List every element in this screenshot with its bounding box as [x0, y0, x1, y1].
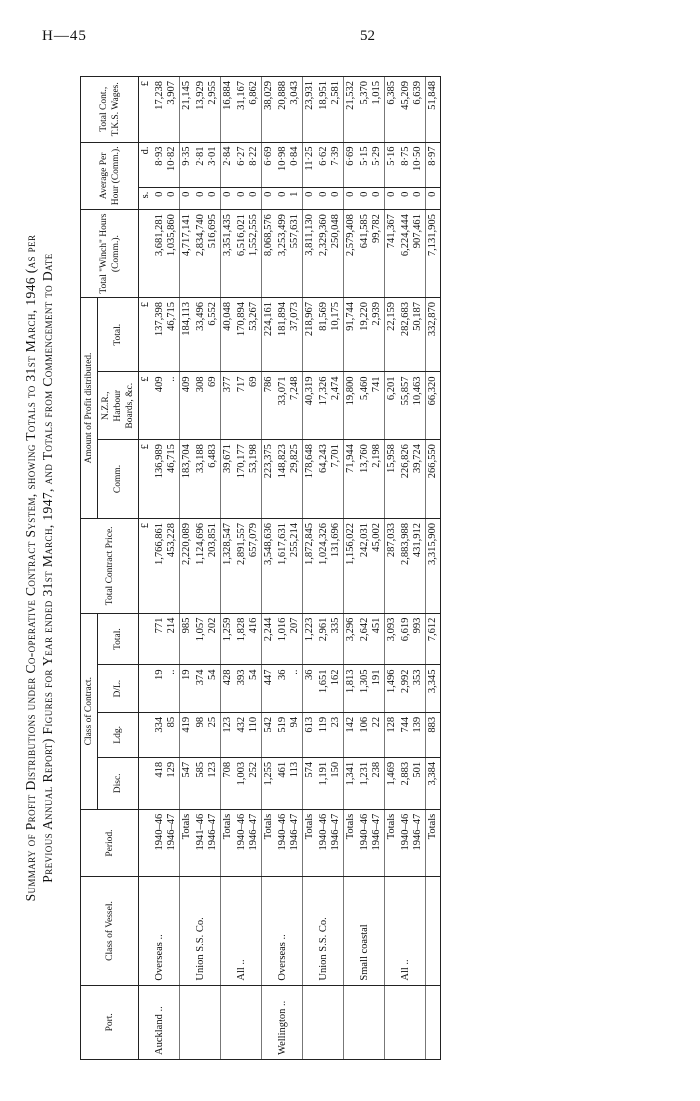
cell-ldg: 123 — [221, 712, 236, 757]
cell-cont: 38,029 — [262, 77, 277, 143]
cell-dl: 447 — [262, 665, 277, 712]
cell-nzr: 17,326 2,474 — [317, 372, 344, 440]
cell-ldg: 106 22 — [358, 712, 385, 757]
cell-nzr: 6,201 — [385, 372, 400, 440]
cell-disc: 1,231 238 — [358, 757, 385, 809]
table-title — [22, 68, 56, 1068]
cell-ldg: 419 — [180, 712, 195, 757]
cell-price: 242,031 45,002 — [358, 518, 385, 613]
cell-disc: 2,883 501 — [399, 757, 426, 809]
unit-pound: £ — [139, 518, 154, 613]
cell-nzr: 786 — [262, 372, 277, 440]
vessel-cell: Small coastal — [358, 877, 385, 985]
cell-comm: 39,671 — [221, 440, 236, 519]
header-profit-total: Total. — [98, 298, 139, 372]
port-cell: Auckland .. — [153, 985, 180, 1059]
header-class-of-contract: Class of Contract. — [81, 613, 98, 809]
cell-total: 2,244 — [262, 613, 277, 665]
cell-dl: 1,651 162 — [317, 665, 344, 712]
period-cell: 1940–46 1946–47 — [235, 809, 262, 877]
vessel-cell — [426, 877, 441, 985]
cell-winch: 2,329,360 250,048 — [317, 210, 344, 298]
cell-s: 0 0 — [235, 187, 262, 210]
vessel-cell — [221, 877, 236, 985]
header-nzr: N.Z.R., Harbour Boards, &c. — [98, 372, 139, 440]
header-dl: D/L. — [98, 665, 139, 712]
totals-row — [221, 77, 236, 1060]
cell-d: 8·75 10·50 — [399, 142, 426, 187]
unit-pound: £ — [139, 372, 154, 440]
cell-cont: 51,848 — [426, 77, 441, 143]
vessel-cell: All .. — [399, 877, 426, 985]
cell-total: 3,093 — [385, 613, 400, 665]
cell-s: 0 1 — [276, 187, 303, 210]
vessel-cell: All .. — [235, 877, 262, 985]
cell-price: 2,883,988 431,912 — [399, 518, 426, 613]
cell-comm: 71,944 — [344, 440, 359, 519]
cell-s: 0 0 — [399, 187, 426, 210]
period-cell: 1941–46 1946–47 — [194, 809, 221, 877]
totals-row — [180, 77, 195, 1060]
cell-disc: 1,341 — [344, 757, 359, 809]
port-cell — [180, 985, 195, 1059]
cell-d: 6·69 — [344, 142, 359, 187]
cell-ldg: 98 25 — [194, 712, 221, 757]
cell-nzr: 66,320 — [426, 372, 441, 440]
period-cell: 1940–46 1946–47 — [358, 809, 385, 877]
cell-total: 3,296 — [344, 613, 359, 665]
cell-price: 1,328,547 — [221, 518, 236, 613]
cell-ldg: 119 23 — [317, 712, 344, 757]
cell-disc: 461 113 — [276, 757, 303, 809]
cell-nzr: 5,460 741 — [358, 372, 385, 440]
table-row — [399, 77, 426, 1060]
cell-comm: 64,243 7,701 — [317, 440, 344, 519]
cell-comm: 13,760 2,198 — [358, 440, 385, 519]
cell-d: 6·62 7·39 — [317, 142, 344, 187]
totals-row — [344, 77, 359, 1060]
cell-winch: 7,131,905 — [426, 210, 441, 298]
cell-winch: 3,681,281 1,035,860 — [153, 210, 180, 298]
cell-winch: 3,253,499 557,631 — [276, 210, 303, 298]
totals-row — [426, 77, 441, 1060]
cell-disc: 418 129 — [153, 757, 180, 809]
cell-winch: 3,811,130 — [303, 210, 318, 298]
cell-d: 5·16 — [385, 142, 400, 187]
cell-d: 8·93 10·82 — [153, 142, 180, 187]
cell-price: 1,766,861 453,228 — [153, 518, 180, 613]
cell-winch: 2,834,740 516,695 — [194, 210, 221, 298]
page-number: 52 — [360, 28, 375, 44]
cell-disc: 1,255 — [262, 757, 277, 809]
cell-ptotal: 19,220 2,939 — [358, 298, 385, 372]
header-average-per-hour: Average Per Hour (Comm.). — [81, 142, 139, 210]
cell-dl: 393 54 — [235, 665, 262, 712]
cell-ldg: 128 — [385, 712, 400, 757]
cell-nzr: 308 69 — [194, 372, 221, 440]
cell-dl: 374 54 — [194, 665, 221, 712]
totals-row — [262, 77, 277, 1060]
cell-winch: 4,717,141 — [180, 210, 195, 298]
cell-comm: 226,826 39,724 — [399, 440, 426, 519]
vessel-cell: Union S.S. Co. — [194, 877, 221, 985]
cell-d: 2·84 — [221, 142, 236, 187]
totals-row — [303, 77, 318, 1060]
cell-cont: 23,931 — [303, 77, 318, 143]
cell-cont: 18,951 2,581 — [317, 77, 344, 143]
cell-dl: 2,992 353 — [399, 665, 426, 712]
unit-pound: £ — [139, 298, 154, 372]
cell-dl: 1,305 191 — [358, 665, 385, 712]
vessel-cell — [180, 877, 195, 985]
cell-nzr: 33,071 7,248 — [276, 372, 303, 440]
cell-disc: 1,469 — [385, 757, 400, 809]
cell-nzr: 55,857 10,463 — [399, 372, 426, 440]
cell-comm: 15,958 — [385, 440, 400, 519]
cell-cont: 45,209 6,639 — [399, 77, 426, 143]
cell-ptotal: 224,161 — [262, 298, 277, 372]
rotated-table-page — [22, 68, 677, 1068]
totals-label: Totals — [221, 809, 236, 877]
cell-cont: 31,167 6,862 — [235, 77, 262, 143]
cell-disc: 547 — [180, 757, 195, 809]
title-line-2: Previous Annual Report) Figures for Year ended 31st March, 1947, and Totals from Commencement to Date — [40, 253, 55, 883]
header-ldg: Ldg. — [98, 712, 139, 757]
cell-winch: 8,068,576 — [262, 210, 277, 298]
cell-cont: 20,888 3,043 — [276, 77, 303, 143]
table-row — [194, 77, 221, 1060]
vessel-cell: Union S.S. Co. — [317, 877, 344, 985]
cell-dl: 36 .. — [276, 665, 303, 712]
units-row — [139, 77, 154, 1060]
cell-disc: 574 — [303, 757, 318, 809]
cell-d: 11·25 — [303, 142, 318, 187]
period-cell: 1940–46 1946–47 — [276, 809, 303, 877]
cell-price: 3,548,636 — [262, 518, 277, 613]
header-contract-price: Total Contract Price. — [81, 518, 139, 613]
cell-cont: 16,884 — [221, 77, 236, 143]
cell-cont: 17,238 3,907 — [153, 77, 180, 143]
vessel-cell — [344, 877, 359, 985]
cell-price: 1,156,022 — [344, 518, 359, 613]
cell-s: 0 — [303, 187, 318, 210]
header-port: Port. — [81, 985, 139, 1059]
header-amount-of-profit: Amount of Profit distributed. — [81, 298, 98, 519]
cell-cont: 21,532 — [344, 77, 359, 143]
cell-comm: 136,989 46,715 — [153, 440, 180, 519]
unit-pound: £ — [139, 77, 154, 143]
cell-s: 0 — [262, 187, 277, 210]
cell-nzr: 409 — [180, 372, 195, 440]
cell-winch: 2,579,408 — [344, 210, 359, 298]
cell-total: 771 214 — [153, 613, 180, 665]
cell-total: 985 — [180, 613, 195, 665]
cell-ptotal: 181,894 37,073 — [276, 298, 303, 372]
cell-comm: 178,648 — [303, 440, 318, 519]
cell-d: 9·35 — [180, 142, 195, 187]
cell-comm: 148,823 29,825 — [276, 440, 303, 519]
cell-winch: 6,224,444 907,461 — [399, 210, 426, 298]
cell-d: 5·15 5·29 — [358, 142, 385, 187]
cell-disc: 585 123 — [194, 757, 221, 809]
cell-comm: 223,375 — [262, 440, 277, 519]
vessel-cell — [262, 877, 277, 985]
cell-d: 8·97 — [426, 142, 441, 187]
cell-price: 1,024,326 131,696 — [317, 518, 344, 613]
header-total-cont: Total Cont., T.K.S. Wages. — [81, 77, 139, 143]
cell-d: 6·69 — [262, 142, 277, 187]
vessel-cell: Overseas .. — [153, 877, 180, 985]
cell-ldg: 519 94 — [276, 712, 303, 757]
period-cell: 1940–46 1946–47 — [153, 809, 180, 877]
cell-s: 0 — [426, 187, 441, 210]
cell-total: 6,619 993 — [399, 613, 426, 665]
cell-ptotal: 91,744 — [344, 298, 359, 372]
table-row — [317, 77, 344, 1060]
cell-total: 1,016 207 — [276, 613, 303, 665]
cell-disc: 3,384 — [426, 757, 441, 809]
cell-price: 1,124,696 203,851 — [194, 518, 221, 613]
cell-ptotal: 22,159 — [385, 298, 400, 372]
cell-price: 2,891,557 657,079 — [235, 518, 262, 613]
cell-cont: 6,385 — [385, 77, 400, 143]
cell-cont: 5,370 1,015 — [358, 77, 385, 143]
port-cell: Wellington .. — [276, 985, 303, 1059]
cell-price: 3,315,900 — [426, 518, 441, 613]
cell-ptotal: 40,048 — [221, 298, 236, 372]
cell-ldg: 432 110 — [235, 712, 262, 757]
cell-comm: 266,550 — [426, 440, 441, 519]
cell-total: 1,259 — [221, 613, 236, 665]
totals-label: Totals — [344, 809, 359, 877]
profit-distribution-table — [80, 76, 441, 1060]
cell-price: 2,220,089 — [180, 518, 195, 613]
cell-s: 0 — [385, 187, 400, 210]
cell-ptotal: 332,870 — [426, 298, 441, 372]
cell-nzr: 40,319 — [303, 372, 318, 440]
header-comm: Comm. — [98, 440, 139, 519]
cell-price: 1,617,631 255,214 — [276, 518, 303, 613]
cell-ldg: 334 85 — [153, 712, 180, 757]
totals-label: Totals — [385, 809, 400, 877]
cell-comm: 33,188 6,483 — [194, 440, 221, 519]
cell-s: 0 — [344, 187, 359, 210]
cell-dl: 1,813 — [344, 665, 359, 712]
cell-nzr: 19,800 — [344, 372, 359, 440]
port-cell — [303, 985, 318, 1059]
totals-label: Totals — [426, 809, 441, 877]
cell-d: 6·27 8·22 — [235, 142, 262, 187]
header-contract-total: Total. — [98, 613, 139, 665]
cell-s: 0 0 — [358, 187, 385, 210]
header-winch-hours: Total "Winch" Hours (Comm.). — [81, 210, 139, 298]
cell-comm: 170,177 53,198 — [235, 440, 262, 519]
cell-ptotal: 33,496 6,552 — [194, 298, 221, 372]
port-cell — [426, 985, 441, 1059]
cell-s: 0 0 — [317, 187, 344, 210]
cell-ptotal: 137,398 46,715 — [153, 298, 180, 372]
unit-shillings: s. — [139, 187, 154, 210]
cell-s: 0 — [221, 187, 236, 210]
cell-nzr: 377 — [221, 372, 236, 440]
table-body — [139, 77, 441, 1060]
cell-disc: 1,003 252 — [235, 757, 262, 809]
cell-comm: 183,704 — [180, 440, 195, 519]
port-cell — [262, 985, 277, 1059]
cell-ptotal: 81,569 10,175 — [317, 298, 344, 372]
unit-pence: d. — [139, 142, 154, 187]
header-class-of-vessel: Class of Vessel. — [81, 877, 139, 985]
period-cell: 1940–46 1946–47 — [317, 809, 344, 877]
cell-winch: 741,367 — [385, 210, 400, 298]
cell-total: 1,223 — [303, 613, 318, 665]
table-row — [153, 77, 180, 1060]
cell-price: 287,033 — [385, 518, 400, 613]
cell-d: 10·98 0·84 — [276, 142, 303, 187]
cell-cont: 13,929 2,955 — [194, 77, 221, 143]
page-header — [30, 28, 670, 48]
cell-total: 7,612 — [426, 613, 441, 665]
cell-ptotal: 170,894 53,267 — [235, 298, 262, 372]
vessel-cell — [303, 877, 318, 985]
totals-label: Totals — [303, 809, 318, 877]
cell-dl: 1,496 — [385, 665, 400, 712]
cell-disc: 1,191 150 — [317, 757, 344, 809]
cell-total: 2,961 335 — [317, 613, 344, 665]
cell-ptotal: 184,113 — [180, 298, 195, 372]
port-cell — [235, 985, 262, 1059]
cell-ldg: 883 — [426, 712, 441, 757]
port-cell — [344, 985, 359, 1059]
cell-total: 1,828 416 — [235, 613, 262, 665]
cell-s: 0 — [180, 187, 195, 210]
cell-ldg: 744 139 — [399, 712, 426, 757]
cell-s: 0 0 — [194, 187, 221, 210]
cell-dl: 19 .. — [153, 665, 180, 712]
unit-pound: £ — [139, 440, 154, 519]
port-cell — [317, 985, 344, 1059]
totals-label: Totals — [180, 809, 195, 877]
cell-nzr: 717 69 — [235, 372, 262, 440]
cell-ldg: 613 — [303, 712, 318, 757]
cell-dl: 19 — [180, 665, 195, 712]
cell-dl: 36 — [303, 665, 318, 712]
cell-nzr: 409 .. — [153, 372, 180, 440]
cell-disc: 708 — [221, 757, 236, 809]
table-row — [235, 77, 262, 1060]
port-cell — [194, 985, 221, 1059]
port-cell — [399, 985, 426, 1059]
cell-s: 0 0 — [153, 187, 180, 210]
header-period: Period. — [81, 809, 139, 877]
cell-dl: 3,345 — [426, 665, 441, 712]
title-line-1: Summary of Profit Distributions under Co-operative Contract System, showing Totals to 31st March, 1946 (as per — [23, 234, 38, 902]
cell-d: 2·81 3·01 — [194, 142, 221, 187]
table-row — [358, 77, 385, 1060]
totals-label: Totals — [262, 809, 277, 877]
cell-dl: 428 — [221, 665, 236, 712]
cell-total: 2,642 451 — [358, 613, 385, 665]
cell-ldg: 142 — [344, 712, 359, 757]
cell-ptotal: 282,683 50,187 — [399, 298, 426, 372]
vessel-cell — [385, 877, 400, 985]
period-cell: 1940–46 1946–47 — [399, 809, 426, 877]
cell-total: 1,057 202 — [194, 613, 221, 665]
cell-cont: 21,145 — [180, 77, 195, 143]
totals-row — [385, 77, 400, 1060]
vessel-cell: Overseas .. — [276, 877, 303, 985]
cell-winch: 641,585 99,782 — [358, 210, 385, 298]
port-cell — [385, 985, 400, 1059]
table-row — [276, 77, 303, 1060]
cell-price: 1,872,845 — [303, 518, 318, 613]
port-cell — [221, 985, 236, 1059]
cell-ldg: 542 — [262, 712, 277, 757]
report-reference: H—45 — [42, 28, 87, 44]
cell-winch: 3,351,435 — [221, 210, 236, 298]
header-disc: Disc. — [98, 757, 139, 809]
cell-winch: 6,516,021 1,552,555 — [235, 210, 262, 298]
cell-ptotal: 218,967 — [303, 298, 318, 372]
port-cell — [358, 985, 385, 1059]
